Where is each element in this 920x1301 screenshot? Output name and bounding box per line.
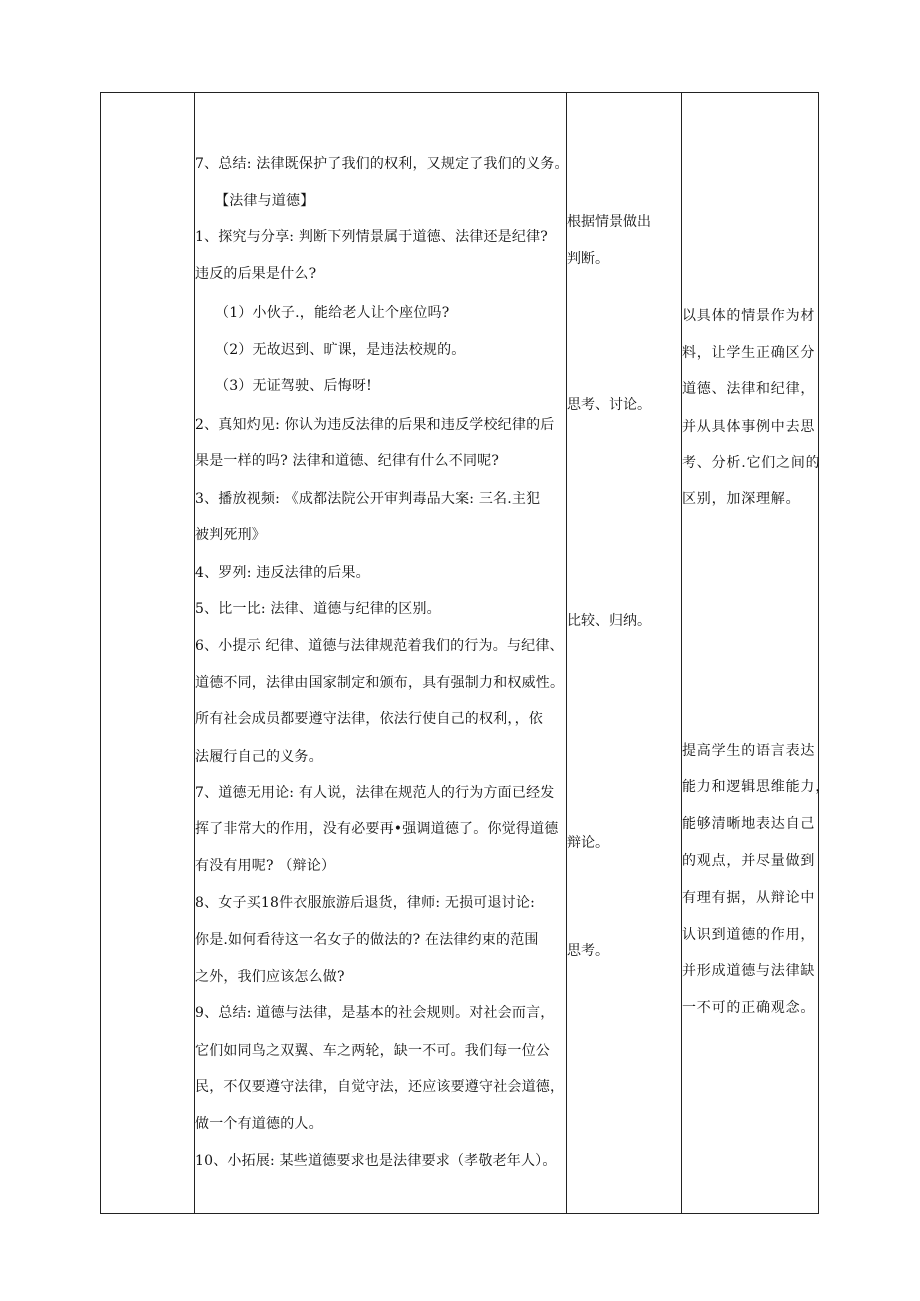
intent-line: 区别，加深理解。 [682,491,801,507]
content-line: 挥了非常大的作用，没有必要再•强调道德了。你觉得道德 [195,821,559,837]
content-line: 所有社会成员都要遵守法律，依法行使自己的权利，，依 [195,711,543,727]
content-line: 民，不仅要遵守法律，自觉守法，还应该要遵守社会道德， [195,1079,565,1095]
lesson-plan-table [100,92,830,1214]
content-line: 3、播放视频: 《成都法院公开审判毒品大案: 三名.主犯 [195,491,541,507]
intent-line: 道德、法律和纪律， [682,381,816,397]
stage-column [101,93,194,1213]
section-heading: 【法律与道德】 [215,193,315,209]
content-line: 被判死刑》 [195,527,266,543]
teaching-content-column [195,93,567,1213]
student-activity-column [567,93,681,1213]
content-line: （3）无证驾驶、后悔呀! [215,378,372,394]
content-line: 10、小拓展: 某些道德要求也是法律要求（孝敬老年人）。 [195,1153,557,1169]
intent-line: 并形成道德与法律缺 [682,963,816,979]
content-line: 你是.如何看待这一名女子的做法的? 在法律约束的范围 [195,932,539,948]
content-line: 7、总结: 法律既保护了我们的权利，又规定了我们的义务。 [195,156,569,172]
intent-line: 有理有据，从辩论中 [682,890,816,906]
intent-line: 料，让学生正确区分 [682,345,816,361]
intent-line: 的观点，并尽量做到 [682,853,816,869]
activity-line: 判断。 [567,251,609,267]
intent-line: 提高学生的语言表达 [682,743,816,759]
intent-line: 能够清晰地表达自己 [682,816,816,832]
intent-line: 并从具体事例中去思 [682,419,816,435]
content-line: 4、罗列: 违反法律的后果。 [195,565,370,581]
content-line: 果是一样的吗? 法律和道德、纪律有什么不同呢? [195,453,500,469]
content-line: 7、道德无用论: 有人说，法律在规范人的行为方面已经发 [195,785,555,801]
activity-line: 比较、归纳。 [567,613,651,629]
activity-line: 思考。 [567,943,609,959]
activity-line: 思考、讨论。 [567,397,651,413]
content-line: （1）小伙子.，能给老人让个座位吗? [215,305,450,321]
intent-line: 认识到道德的作用， [682,927,816,943]
content-line: 做一个有道德的人。 [195,1116,323,1132]
content-line: 1、探究与分享: 判断下列情景属于道德、法律还是纪律? [195,229,548,245]
intent-line: 能力和逻辑思维能力， [682,779,830,795]
content-line: 它们如同鸟之双翼、车之两轮，缺一不可。我们每一位公 [195,1043,550,1059]
activity-line: 辩论。 [567,835,609,851]
content-line: （2）无故迟到、旷课，是违法校规的。 [215,342,466,358]
activity-line: 根据情景做出 [567,214,651,230]
content-line: 道德不同，法律由国家制定和颁布，具有强制力和权威性。 [195,675,565,691]
content-line: 6、小提示 纪律、道德与法律规范着我们的行为。与纪律、 [195,638,564,654]
intent-line: 考、分析.它们之间的 [682,455,821,471]
content-line: 违反的后果是什么? [195,266,317,282]
content-line: 法履行自己的义务。 [195,749,323,765]
content-line: 9、总结: 道德与法律，是基本的社会规则。对社会而言， [195,1005,555,1021]
content-line: 8、女子买18件衣服旅游后退货，律师: 无损可退讨论: [195,895,536,911]
content-line: 之外，我们应该怎么做? [195,969,345,985]
content-line: 有没有用呢? （辩论） [195,858,336,874]
content-line: 2、真知灼见: 你认为违反法律的后果和违反学校纪律的后 [195,417,555,433]
design-intent-column [682,93,830,1213]
intent-line: 以具体的情景作为材 [682,308,816,324]
content-line: 5、比一比: 法律、道德与纪律的区别。 [195,601,441,617]
intent-line: 一不可的正确观念。 [682,1000,816,1016]
